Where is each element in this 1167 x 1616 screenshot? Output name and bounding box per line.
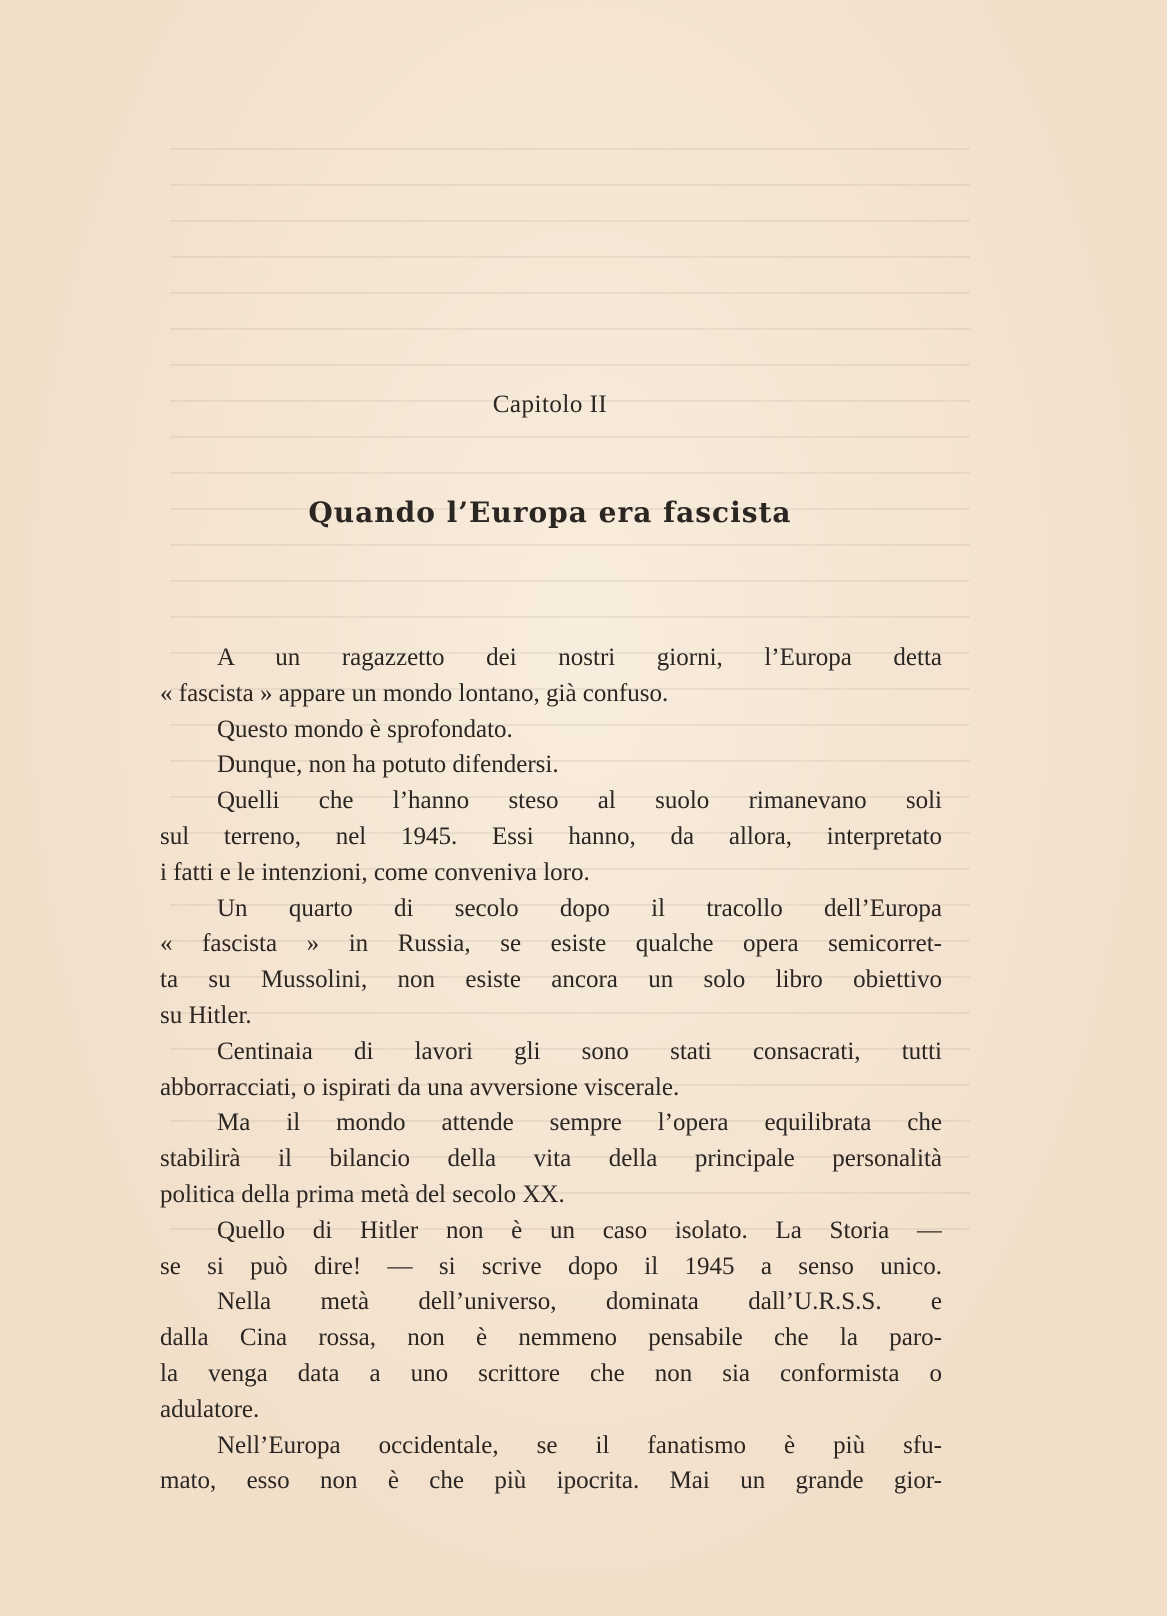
text-line: Quelli che l’hanno steso al suolo rimanevano soli bbox=[217, 787, 942, 815]
text-line: i fatti e le intenzioni, come conveniva loro. bbox=[160, 858, 590, 886]
text-line: « fascista » appare un mondo lontano, già confuso. bbox=[160, 679, 669, 707]
text-line: Nella metà dell’universo, dominata dall’U.R.S.S. e bbox=[217, 1288, 942, 1316]
text-line: A un ragazzetto dei nostri giorni, l’Europa detta bbox=[217, 644, 942, 671]
text-line: adulatore. bbox=[160, 1395, 260, 1423]
text-line: Questo mondo è sprofondato. bbox=[217, 715, 513, 743]
text-line: su Hitler. bbox=[160, 1001, 252, 1029]
text-line: sul terreno, nel 1945. Essi hanno, da allora, interpretato bbox=[160, 822, 942, 850]
text-line: ta su Mussolini, non esiste ancora un solo libro obiettivo bbox=[160, 966, 942, 994]
text-line: mato, esso non è che più ipocrita. Mai un grande gior- bbox=[160, 1467, 942, 1495]
text-line: dalla Cina rossa, non è nemmeno pensabile che la paro- bbox=[160, 1324, 942, 1352]
text-line: Quello di Hitler non è un caso isolato. La Storia — bbox=[217, 1216, 942, 1244]
text-line: Nell’Europa occidentale, se il fanatismo è più sfu- bbox=[217, 1431, 942, 1459]
chapter-title: Quando l’Europa era fascista bbox=[308, 496, 792, 529]
text-line: « fascista » in Russia, se esiste qualche opera semicorret- bbox=[160, 930, 942, 958]
text-line: Ma il mondo attende sempre l’opera equilibrata che bbox=[217, 1109, 942, 1137]
text-line: se si può dire! — si scrive dopo il 1945 a senso unico. bbox=[160, 1252, 942, 1280]
chapter-heading: Capitolo II bbox=[492, 391, 608, 418]
body-text bbox=[160, 640, 942, 1499]
text-line: Un quarto di secolo dopo il tracollo dell’Europa bbox=[217, 894, 942, 922]
text-line: abborracciati, o ispirati da una avversione viscerale. bbox=[160, 1073, 680, 1101]
text-line: la venga data a uno scrittore che non sia conformista o bbox=[160, 1359, 942, 1387]
text-line: politica della prima metà del secolo XX. bbox=[160, 1180, 565, 1208]
text-line: stabilirà il bilancio della vita della principale personalità bbox=[160, 1145, 942, 1173]
text-line: Centinaia di lavori gli sono stati consacrati, tutti bbox=[217, 1037, 942, 1065]
text-line: Dunque, non ha potuto difendersi. bbox=[217, 751, 559, 779]
